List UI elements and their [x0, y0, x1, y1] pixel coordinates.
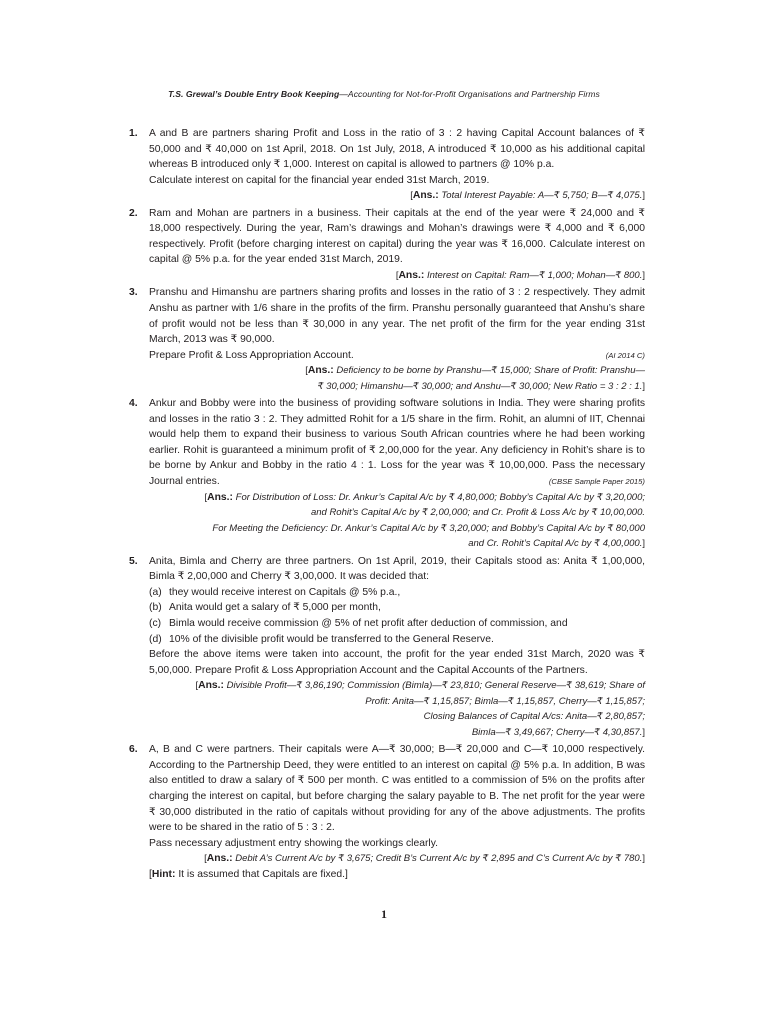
book-title: T.S. Grewal’s Double Entry Book Keeping: [168, 89, 340, 99]
answer-line: Divisible Profit—₹ 3,86,190; Commission (Bimla)—₹ 23,810; General Reserve—₹ 38,619; Share of: [226, 680, 645, 692]
question-source: (CBSE Sample Paper 2015): [548, 477, 645, 487]
answer-label: Ans.:: [398, 269, 425, 281]
list-item-text: 10% of the divisible profit would be transferred to the General Reserve.: [169, 633, 494, 645]
answer: [Ans.: Deficiency to be borne by Pranshu—₹ 15,000; Share of Profit: Pranshu—: [305, 365, 645, 377]
answer-continued: ₹ 30,000; Himanshu—₹ 30,000; and Anshu—₹ 30,000; New Ratio = 3 : 2 : 1.]: [317, 380, 645, 392]
answer-line: Closing Balances of Capital A/cs: Anita—₹ 2,80,857;: [423, 711, 645, 723]
running-header: [0, 89, 768, 99]
question-number: 4.: [129, 398, 138, 410]
answer-line: and Rohit’s Capital A/c by ₹ 2,00,000; and Cr. Profit & Loss A/c by ₹ 10,00,000.: [310, 507, 645, 519]
answer: [Ans.: For Distribution of Loss: Dr. Ankur’s Capital A/c by ₹ 4,80,000; Bobby’s Capital A/c by ₹ 3,20,000;: [204, 491, 645, 503]
question-4: [119, 396, 645, 551]
answer-label: Ans.:: [198, 680, 224, 692]
answer-continued: Bimla—₹ 3,49,667; Cherry—₹ 4,30,857.]: [471, 726, 645, 738]
answer-continued: and Cr. Rohit’s Capital A/c by ₹ 4,00,000.]: [468, 538, 645, 550]
list-item-label: (d): [149, 633, 162, 645]
list-item: [149, 585, 645, 601]
answer-continued: [149, 521, 645, 537]
question-instruction: Before the above items were taken into account, the profit for the year ended 31st March, 2020 was ₹ 5,00,000. Prepare Profit & Loss Appropriation Account and the Capital Accounts of the Partners.: [149, 649, 645, 676]
list-item-text: they would receive interest on Capitals @ 5% p.a.,: [169, 586, 401, 598]
answer-line: and Cr. Rohit’s Capital A/c by ₹ 4,00,000.: [468, 538, 643, 550]
question-2: [119, 206, 645, 284]
question-list: [119, 126, 645, 884]
question-number: 3.: [129, 287, 138, 299]
answer-continued: [149, 709, 645, 725]
question-instruction: Pass necessary adjustment entry showing the workings clearly.: [149, 837, 438, 849]
question-number: 2.: [129, 207, 138, 219]
list-item: [149, 632, 645, 648]
book-subtitle: —Accounting for Not-for-Profit Organisations and Partnership Firms: [339, 89, 600, 99]
question-text: A, B and C were partners. Their capitals were A—₹ 30,000; B—₹ 20,000 and C—₹ 10,000 respectively. According to the Partnership Deed, they were entitled to an interest on capital @ 5% p.a. In addition, B was also entitled to draw a salary of ₹ 500 per month. C was entitled to a commission of 5% on the profits after charging the interest on capital, but before charging the salary payable to B. The net profit for the year were ₹ 30,000 distributed in the ratio of capitals without providing for any of the above adjustments. The profits were to be shared in the ratio of 5 : 3 : 2.: [149, 744, 645, 834]
question-number: 6.: [129, 744, 138, 756]
list-item-text: Anita would get a salary of ₹ 5,000 per month,: [169, 602, 381, 614]
answer-line: For Distribution of Loss: Dr. Ankur’s Capital A/c by ₹ 4,80,000; Bobby’s Capital A/c by ₹ 3,20,000;: [235, 491, 645, 503]
answer-line: ₹ 30,000; Himanshu—₹ 30,000; and Anshu—₹ 30,000; New Ratio = 3 : 2 : 1.: [317, 380, 643, 392]
question-number: 5.: [129, 555, 138, 567]
question-3: [119, 285, 645, 394]
question-text: Pranshu and Himanshu are partners sharing profits and losses in the ratio of 3 : 2 respectively. They admit Anshu as partner with 1/6 share in the profits of the firm. Pranshu personally guaranteed that Anshu’s share of profit would not be less than ₹ 30,000 in any year. The net profit of the firm for the year ending 31st March, 2013 was ₹ 90,000.: [149, 287, 645, 346]
list-item: [149, 600, 645, 616]
question-6: [119, 742, 645, 882]
answer-continued: [149, 694, 645, 710]
answer-text: Total Interest Payable: A—₹ 5,750; B—₹ 4,075.: [441, 190, 643, 202]
list-item-label: (b): [149, 602, 162, 614]
answer-label: Ans.:: [412, 190, 439, 202]
answer: [Ans.: Interest on Capital: Ram—₹ 1,000; Mohan—₹ 800.]: [395, 269, 645, 281]
question-text: A and B are partners sharing Profit and Loss in the ratio of 3 : 2 having Capital Account balances of ₹ 50,000 and ₹ 40,000 on 1st April, 2018. On 1st July, 2018, A introduced ₹ 10,000 as his additional capital whereas B introduced only ₹ 1,000. Interest on capital is allowed to partners @ 10% p.a.: [149, 128, 645, 171]
answer-line: Deficiency to be borne by Pranshu—₹ 15,000; Share of Profit: Pranshu—: [336, 365, 645, 377]
question-text: Ram and Mohan are partners in a business. Their capitals at the end of the year were ₹ 24,000 and ₹ 18,000 respectively. During the year, Ram’s drawings and Mohan’s drawings were ₹ 4,000 and ₹ 6,000 respectively. Profit (before charging interest on capital) during the year was ₹ 16,000. Calculate interest on capital @ 5% p.a. for the year ended 31st March, 2019.: [149, 207, 645, 266]
answer-text: Interest on Capital: Ram—₹ 1,000; Mohan—₹ 800.: [426, 269, 643, 281]
answer: [Ans.: Divisible Profit—₹ 3,86,190; Commission (Bimla)—₹ 23,810; General Reserve—₹ 38,619; Share of: [195, 680, 645, 692]
answer-label: Ans.:: [207, 491, 233, 503]
hint-label: Hint:: [151, 868, 176, 880]
answer-label: Ans.:: [206, 853, 233, 865]
hint: [Hint: It is assumed that Capitals are fixed.]: [149, 868, 348, 880]
list-item-label: (c): [149, 617, 162, 629]
answer-continued: [149, 505, 645, 521]
answer: [Ans.: Debit A’s Current A/c by ₹ 3,675; Credit B’s Current A/c by ₹ 2,895 and C’s Current A/c by ₹ 780.]: [204, 853, 645, 865]
page-number: 1: [381, 907, 387, 921]
list-item-label: (a): [149, 586, 162, 598]
answer-line: Profit: Anita—₹ 1,15,857; Bimla—₹ 1,15,857, Cherry—₹ 1,15,857;: [365, 695, 645, 707]
list-item-text: Bimla would receive commission @ 5% of net profit after deduction of commission, and: [169, 617, 568, 629]
answer: [Ans.: Total Interest Payable: A—₹ 5,750; B—₹ 4,075.]: [410, 190, 645, 202]
question-text: Anita, Bimla and Cherry are three partners. On 1st April, 2019, their Capitals stood as: Anita ₹ 1,00,000, Bimla ₹ 2,00,000 and Cherry ₹ 3,00,000. It was decided that:: [149, 555, 645, 583]
question-5: [119, 554, 645, 741]
answer-text: Debit A’s Current A/c by ₹ 3,675; Credit B’s Current A/c by ₹ 2,895 and C’s Current A/c by ₹ 780.: [235, 853, 643, 865]
answer-line: Bimla—₹ 3,49,667; Cherry—₹ 4,30,857.: [471, 726, 643, 738]
answer-label: Ans.:: [307, 365, 334, 377]
question-instruction: Calculate interest on capital for the financial year ended 31st March, 2019.: [149, 174, 490, 186]
question-source: (AI 2014 C): [605, 350, 645, 360]
question-number: 1.: [129, 128, 138, 139]
hint-text: It is assumed that Capitals are fixed.: [178, 868, 346, 880]
answer-line: For Meeting the Deficiency: Dr. Ankur’s Capital A/c by ₹ 3,20,000; and Bobby’s Capital A/c by ₹ 80,000: [212, 522, 645, 534]
question-text: Ankur and Bobby were into the business of providing software solutions in India. They were sharing profits and losses in the ratio 3 : 2. They admitted Rohit for a 1/5 share in the firm. Rohit, an alumni of IIT, Chennai would help them to expand their business to various South African countries where he had been working earlier. Rohit is guaranteed a minimum profit of ₹ 2,00,000 for the year. Any deficiency in Rohit’s share is to be borne by Ankur and Bobby in the ratio 4 : 1. Loss for the year was ₹ 10,00,000. Pass the necessary Journal entries. (CBSE Sample Paper 2015): [149, 396, 645, 489]
question-1: [119, 126, 645, 204]
question-instruction: Prepare Profit & Loss Appropriation Account.: [149, 349, 354, 361]
list-item: [149, 616, 645, 632]
